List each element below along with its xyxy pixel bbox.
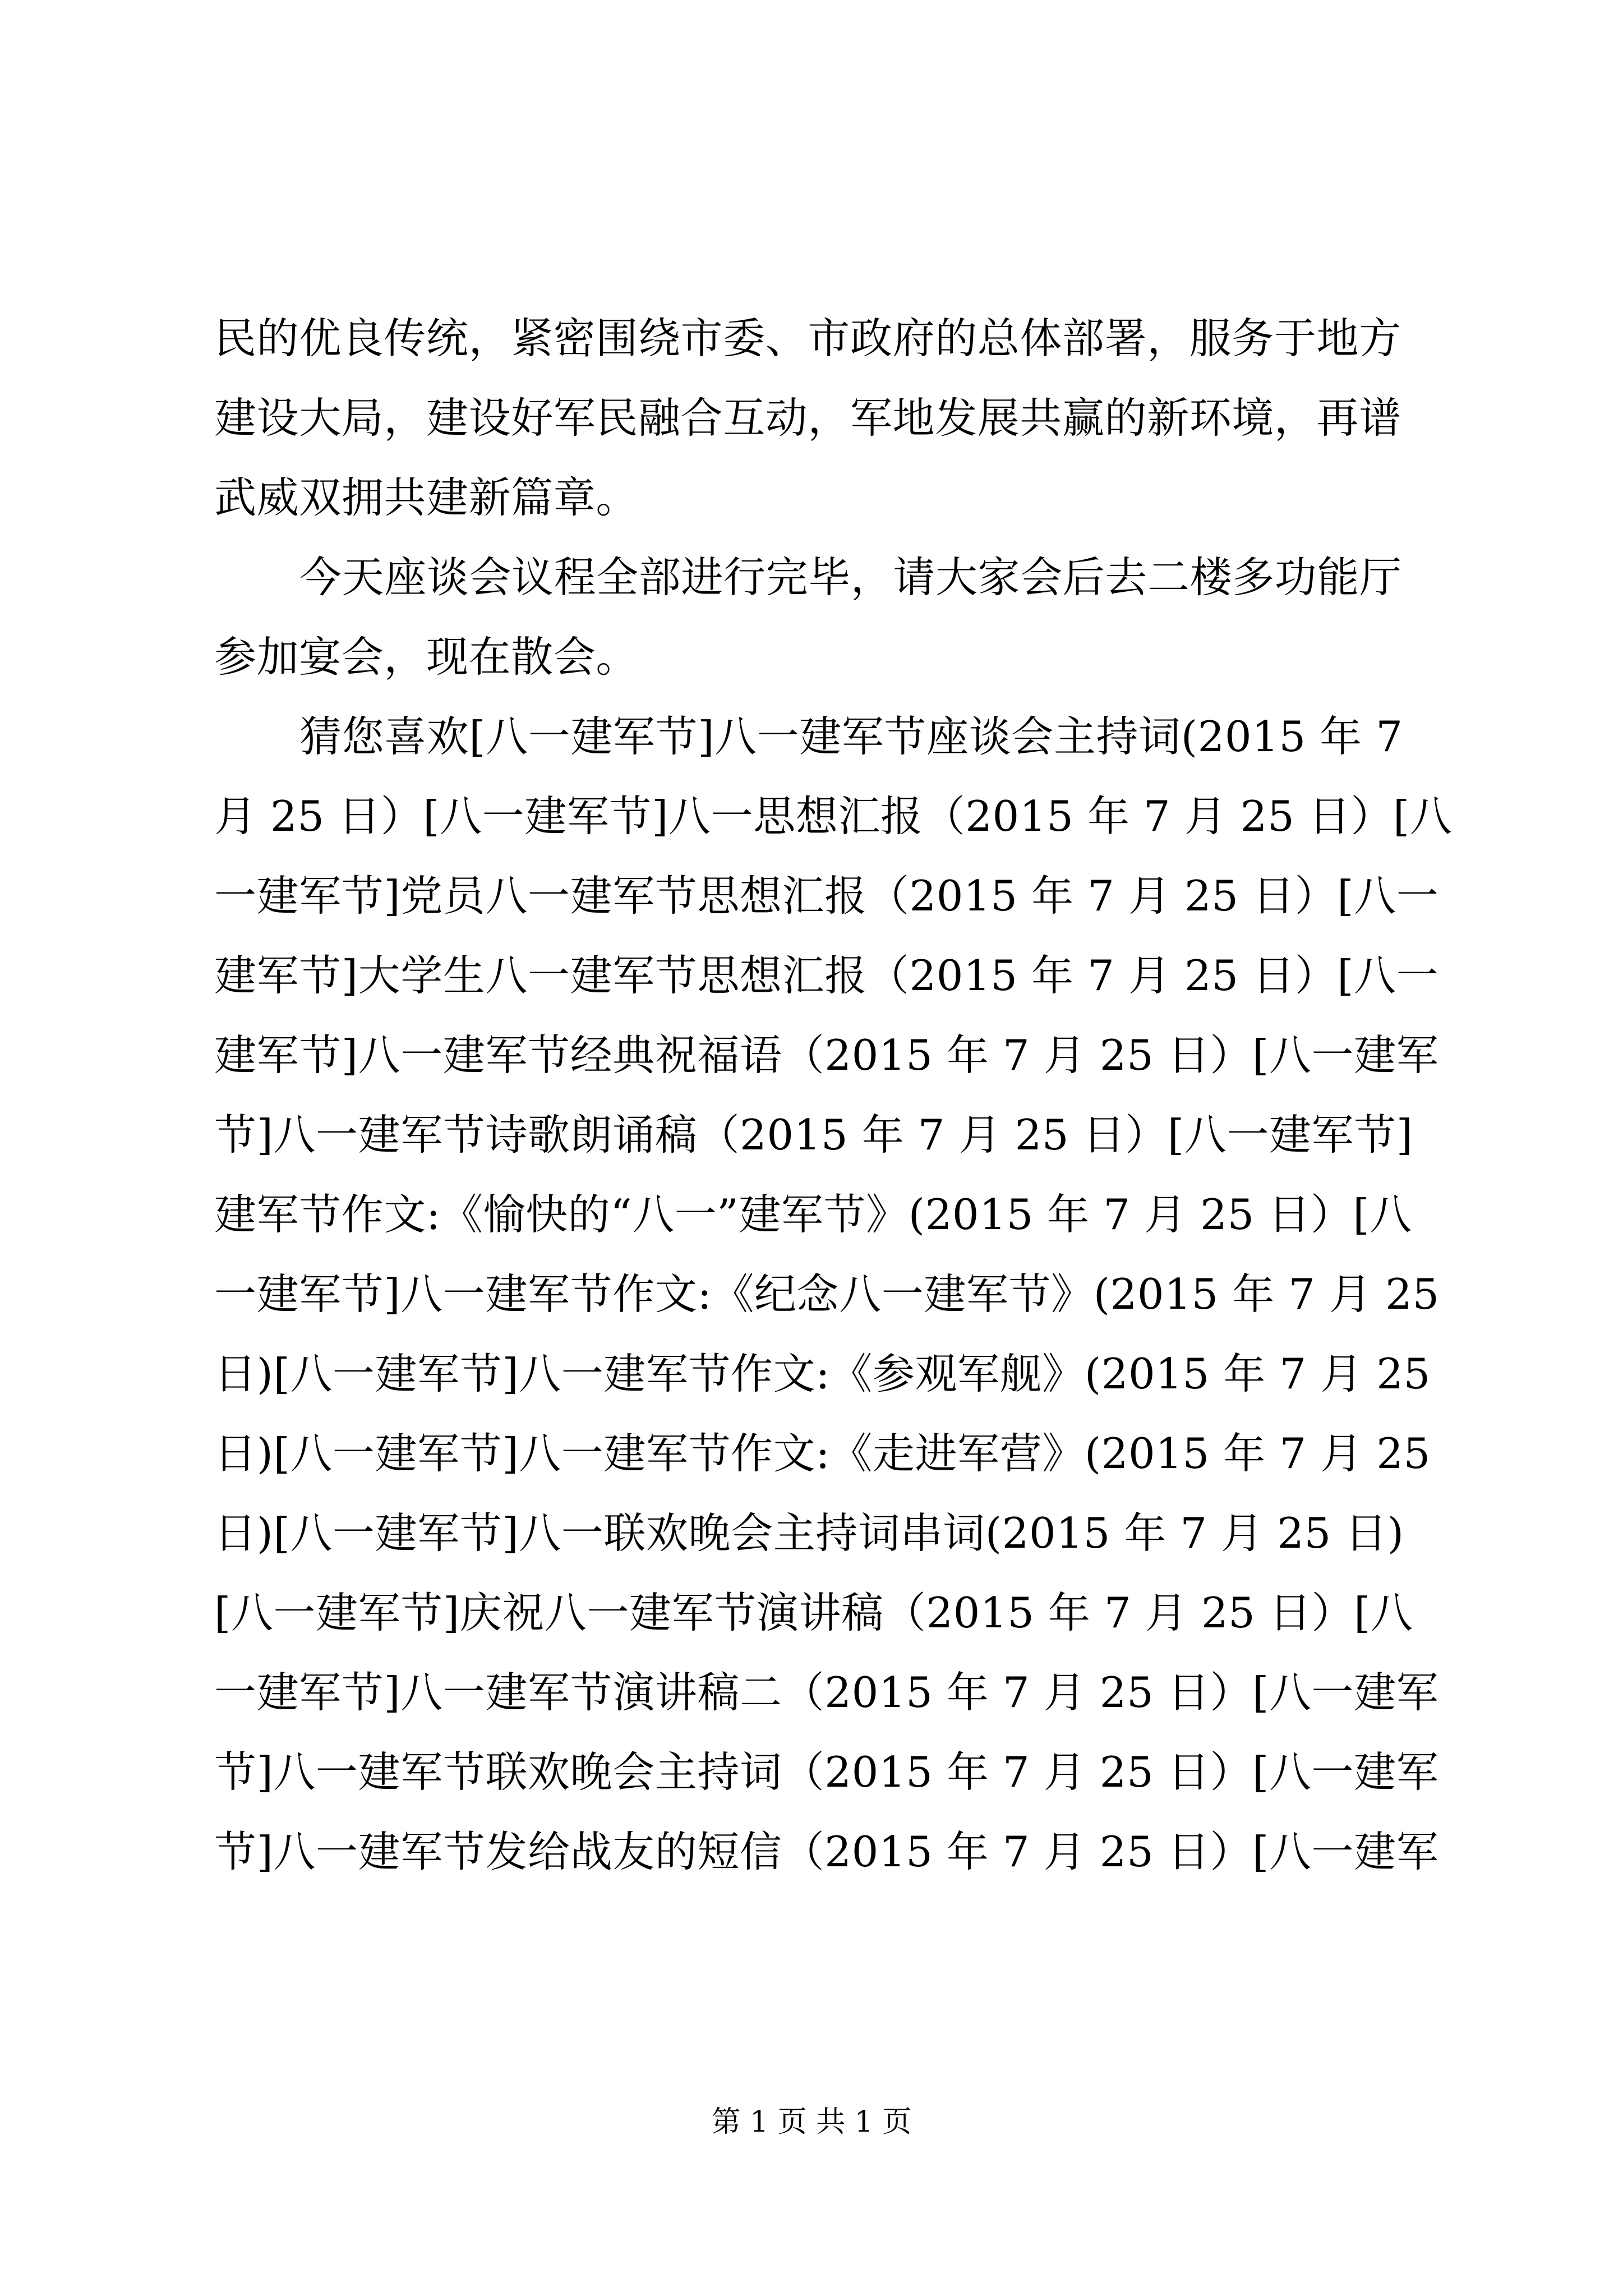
body-line: 节]八一建军节联欢晚会主持词（2015 年 7 月 25 日）[八一建军: [214, 1747, 1439, 1797]
body-line: 参加宴会，现在散会。: [214, 632, 639, 682]
paragraph-first-line: 猜您喜欢[八一建军节]八一建军节座谈会主持词(2015 年 7: [299, 712, 1403, 761]
body-line: 建军节]八一建军节经典祝福语（2015 年 7 月 25 日）[八一建军: [214, 1030, 1439, 1080]
body-line: 日)[八一建军节]八一建军节作文:《参观军舰》(2015 年 7 月 25: [214, 1349, 1431, 1398]
page-footer: [0, 2102, 1623, 2142]
body-line: 建军节作文:《愉快的“八一”建军节》(2015 年 7 月 25 日）[八: [214, 1190, 1412, 1239]
body-line: [八一建军节]庆祝八一建军节演讲稿（2015 年 7 月 25 日）[八: [214, 1588, 1413, 1637]
body-line: 建军节]大学生八一建军节思想汇报（2015 年 7 月 25 日）[八一: [214, 951, 1439, 1000]
body-line: 节]八一建军节诗歌朗诵稿（2015 年 7 月 25 日）[八一建军节]: [214, 1110, 1413, 1159]
paragraph-first-line: 今天座谈会议程全部进行完毕，请大家会后去二楼多功能厅: [299, 553, 1402, 602]
body-line: 一建军节]八一建军节演讲稿二（2015 年 7 月 25 日）[八一建军: [214, 1668, 1439, 1717]
body-line: 日)[八一建军节]八一建军节作文:《走进军营》(2015 年 7 月 25: [214, 1429, 1431, 1478]
page-number-label: 第 1 页 共 1 页: [711, 2105, 912, 2139]
body-line: 一建军节]八一建军节作文:《纪念八一建军节》(2015 年 7 月 25: [214, 1269, 1440, 1319]
body-line: 节]八一建军节发给战友的短信（2015 年 7 月 25 日）[八一建军: [214, 1827, 1439, 1876]
body-line: 日)[八一建军节]八一联欢晚会主持词串词(2015 年 7 月 25 日): [214, 1508, 1404, 1558]
body-line: 武威双拥共建新篇章。: [214, 473, 639, 522]
body-line: 一建军节]党员八一建军节思想汇报（2015 年 7 月 25 日）[八一: [214, 871, 1439, 921]
body-line: 建设大局，建设好军民融合互动，军地发展共赢的新环境，再谱: [214, 393, 1401, 443]
document-body: [214, 298, 1453, 1892]
body-line: 民的优良传统，紧密围绕市委、市政府的总体部署，服务于地方: [214, 314, 1401, 363]
body-line: 月 25 日）[八一建军节]八一思想汇报（2015 年 7 月 25 日）[八: [214, 792, 1453, 841]
